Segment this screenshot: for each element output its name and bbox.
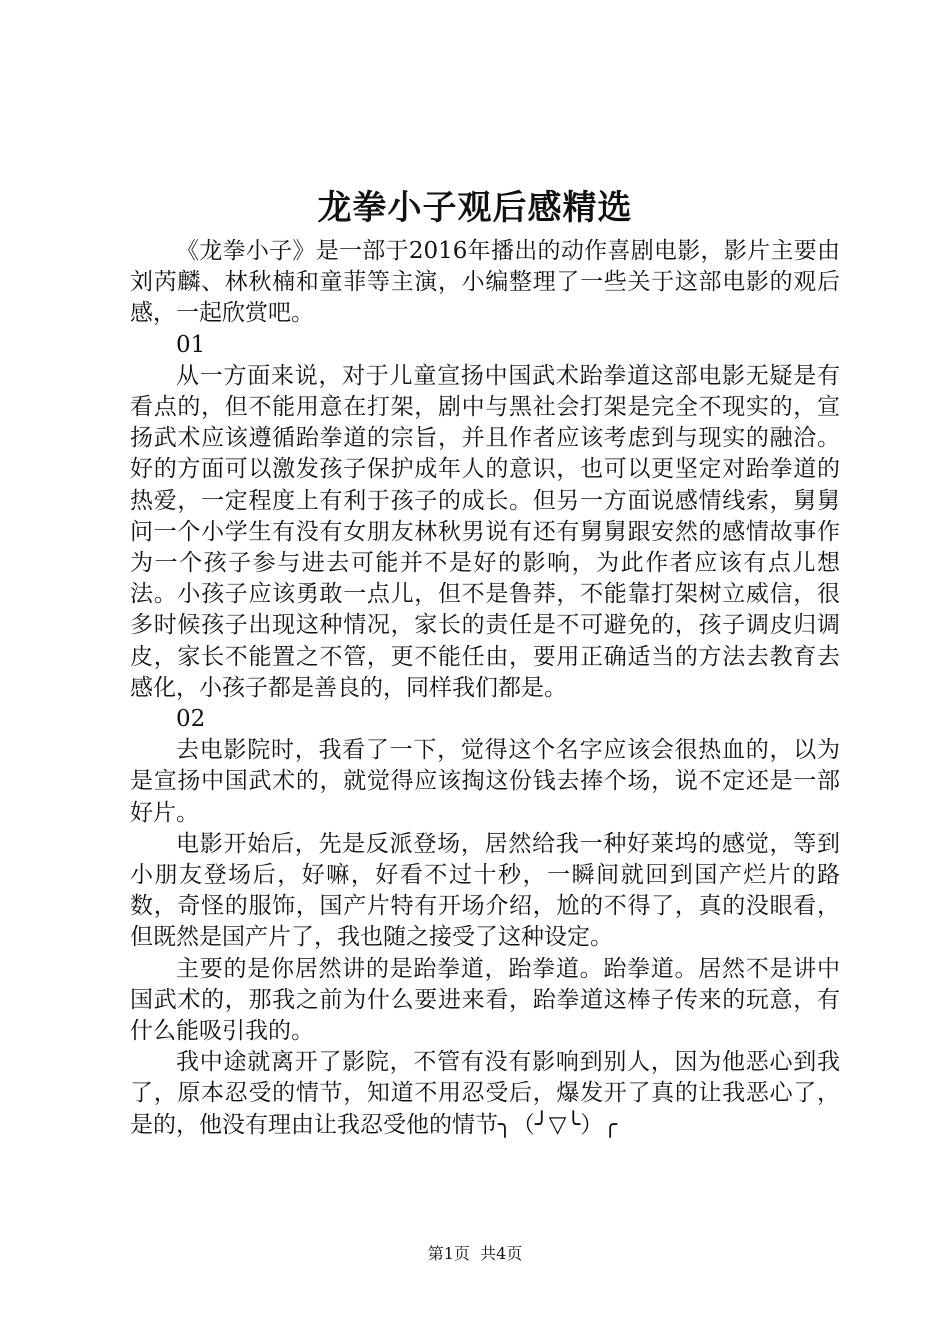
paragraph-intro: 《龙拳小子》是一部于2016年播出的动作喜剧电影，影片主要由刘芮麟、林秋楠和童菲等主演，小编整理了一些关于这部电影的观后感，一起欣赏吧。 (130, 238, 840, 327)
document-body (130, 236, 840, 1141)
paragraph-section-2-a: 去电影院时，我看了一下，觉得这个名字应该会很热血的，以为是宣扬中国武术的，就觉得应该掏这份钱去捧个场，说不定还是一部好片。 (130, 737, 840, 826)
paragraph-section-1: 从一方面来说，对于儿童宣扬中国武术跆拳道这部电影无疑是有看点的，但不能用意在打架，剧中与黑社会打架是完全不现实的，宣扬武术应该遵循跆拳道的宗旨，并且作者应该考虑到与现实的融洽。好的方面可以激发孩子保护成年人的意识，也可以更坚定对跆拳道的热爱，一定程度上有利于孩子的成长。但另一方面说感情线索，舅舅问一个小学生有没有女朋友林秋男说有还有舅舅跟安然的感情故事作为一个孩子参与进去可能并不是好的影响，为此作者应该有点儿想法。小孩子应该勇敢一点儿，但不是鲁莽，不能靠打架树立威信，很多时候孩子出现这种情况，家长的责任是不可避免的，孩子调皮归调皮，家长不能置之不管，更不能任由，要用正确适当的方法去教育去感化，小孩子都是善良的，同样我们都是。 (130, 362, 840, 701)
document-title: 龙拳小子观后感精选 (317, 188, 633, 228)
page-footer (0, 1243, 950, 1265)
paragraph-section-2-d: 我中途就离开了影院，不管有没有影响到别人，因为他恶心到我了，原本忍受的情节，知道不用忍受后，爆发开了真的让我恶心了，是的，他没有理由让我忍受他的情节╮（╯▽╰）╭ (130, 1049, 840, 1138)
paragraph-section-2-c: 主要的是你居然讲的是跆拳道，跆拳道。跆拳道。居然不是讲中国武术的，那我之前为什么要进来看，跆拳道这棒子传来的玩意，有什么能吸引我的。 (130, 955, 840, 1045)
page-number-label: 第1页 共4页 (427, 1244, 523, 1263)
paragraph-section-2-b: 电影开始后，先是反派登场，居然给我一种好莱坞的感觉，等到小朋友登场后，好嘛，好看不过十秒，一瞬间就回到国产烂片的路数，奇怪的服饰，国产片特有开场介绍，尬的不得了，真的没眼看，但既然是国产片了，我也随之接受了这种设定。 (130, 830, 840, 951)
section-number-02: 02 (176, 706, 206, 733)
section-number-01: 01 (176, 331, 206, 358)
